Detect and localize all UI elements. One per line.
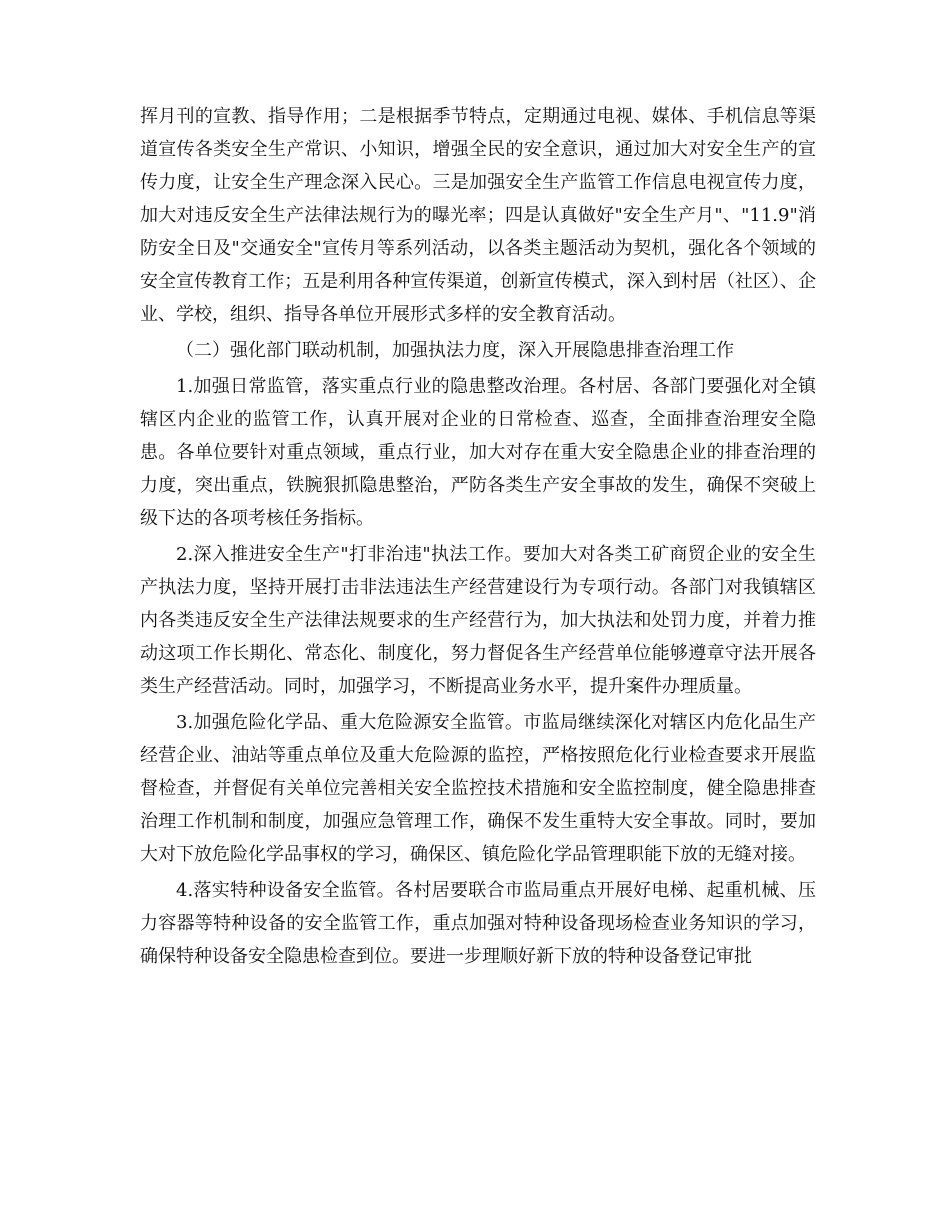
paragraph-publicity-measures: 挥月刊的宣教、指导作用；二是根据季节特点，定期通过电视、媒体、手机信息等渠道宣传各类安全生产常识、小知识，增强全民的安全意识，通过加大对安全生产的宣传力度，让安全生产理念深入民心。三是加强安全生产监管工作信息电视宣传力度，加大对违反安全生产法律法规行为的曝光率；四是认真做好"安全生产月"、"11.9"消防安全日及"交通安全"宣传月等系列活动，以各类主题活动为契机，强化各个领域的安全宣传教育工作；五是利用各种宣传渠道，创新宣传模式，深入到村居（社区）、企业、学校，组织、指导各单位开展形式多样的安全教育活动。	[140, 106, 816, 325]
paragraph-item-4: 4.落实特种设备安全监管。各村居要联合市监局重点开展好电梯、起重机械、压力容器等特种设备的安全监管工作，重点加强对特种设备现场检查业务知识的学习，确保特种设备安全隐患检查到位。要进一步理顺好新下放的特种设备登记审批	[140, 880, 816, 967]
document-page	[140, 100, 816, 976]
section-heading-2: （二）强化部门联动机制，加强执法力度，深入开展隐患排查治理工作	[176, 340, 734, 361]
paragraph-item-1: 1.加强日常监管，落实重点行业的隐患整改治理。各村居、各部门要强化对全镇辖区内企业的监管工作，认真开展对企业的日常检查、巡查，全面排查治理安全隐患。各单位要针对重点领域，重点行业，加大对存在重大安全隐患企业的排查治理的力度，突出重点，铁腕狠抓隐患整治，严防各类生产安全事故的发生，确保不突破上级下达的各项考核任务指标。	[140, 376, 816, 529]
paragraph-item-2: 2.深入推进安全生产"打非治违"执法工作。要加大对各类工矿商贸企业的安全生产执法力度，坚持开展打击非法违法生产经营建设行为专项行动。各部门对我镇辖区内各类违反安全生产法律法规要求的生产经营行为，加大执法和处罚力度，并着力推动这项工作长期化、常态化、制度化，努力督促各生产经营单位能够遵章守法开展各类生产经营活动。同时，加强学习，不断提高业务水平，提升案件办理质量。	[140, 544, 816, 697]
paragraph-item-3: 3.加强危险化学品、重大危险源安全监管。市监局继续深化对辖区内危化品生产经营企业、油站等重点单位及重大危险源的监控，严格按照危化行业检查要求开展监督检查，并督促有关单位完善相关安全监控技术措施和安全监控制度，健全隐患排查治理工作机制和制度，加强应急管理工作，确保不发生重特大安全事故。同时，要加大对下放危险化学品事权的学习，确保区、镇危险化学品管理职能下放的无缝对接。	[140, 712, 816, 865]
